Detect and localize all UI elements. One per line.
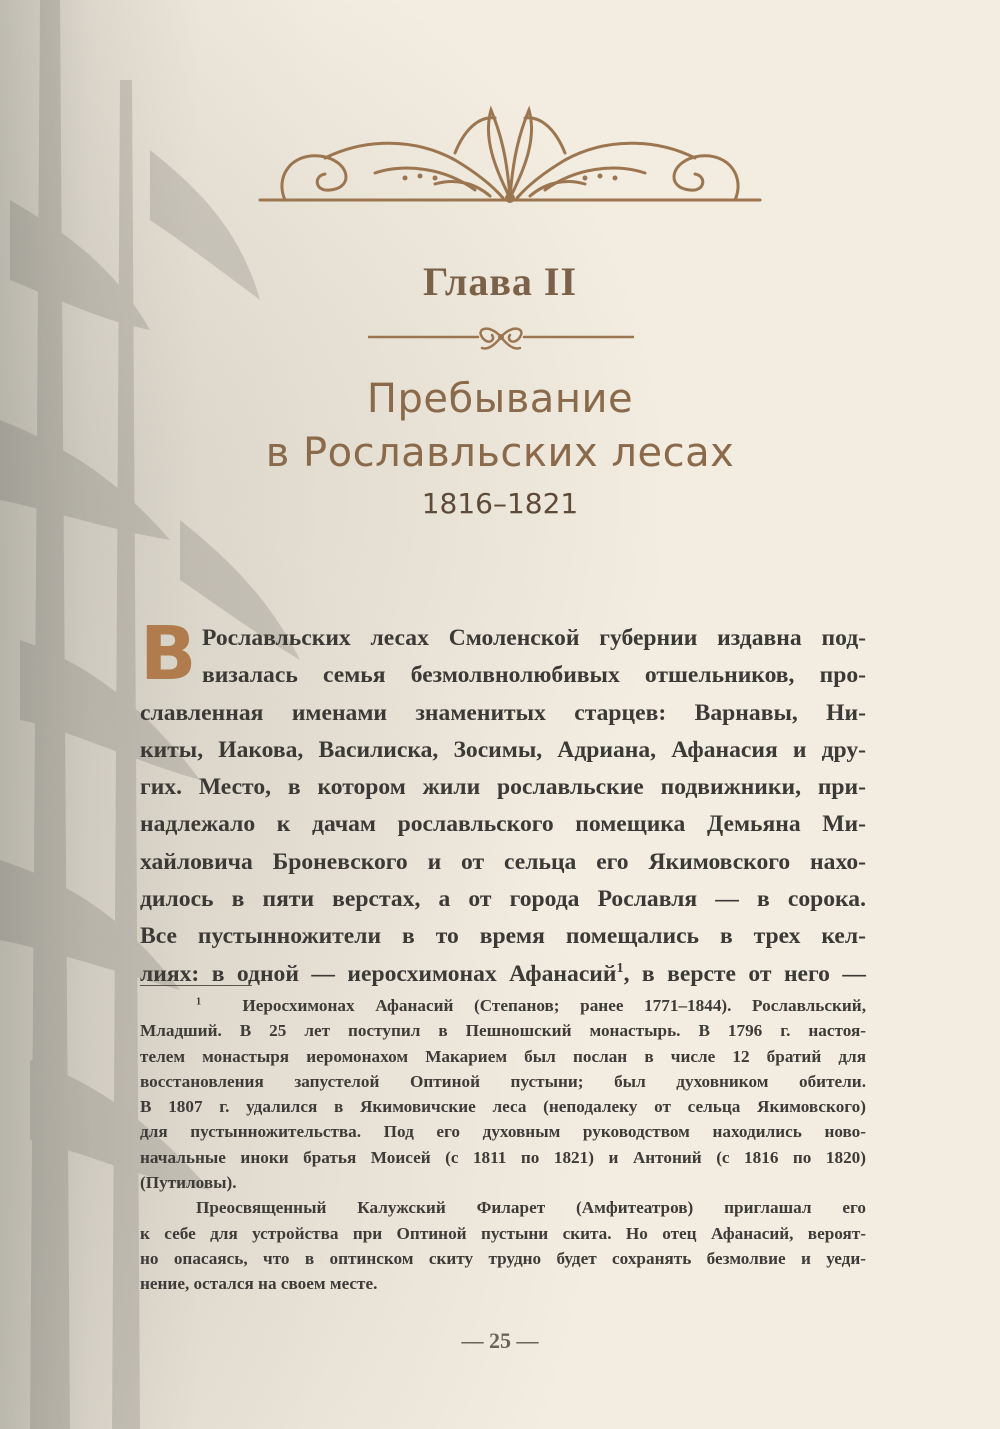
body-line: визалась семья безмолвнолюбивых отшельников, про- [202, 662, 866, 689]
page-number: — 25 — [461, 1328, 539, 1353]
footnote-line [140, 993, 866, 1018]
ornamental-divider [368, 322, 634, 352]
drop-cap: В [140, 611, 197, 697]
body-line-last-start: лиях: в одной — иеросхимонах Афанасий [140, 960, 617, 987]
chapter-title-line-1: Пребывание [366, 376, 634, 422]
footnote-line: нение, остался на своем месте. [140, 1274, 378, 1294]
body-line: дилось в пяти верстах, а от города Рославля — в сорока. [140, 886, 866, 913]
body-line: славленная именами знаменитых старцев: Варнавы, Ни- [140, 699, 866, 726]
chapter-years: 1816–1821 [421, 487, 579, 520]
footnote-line: для пустынножительства. Под его духовным руководством находились ново- [140, 1122, 866, 1142]
body-line-last-end: , в версте от него — [623, 960, 866, 987]
body-text [140, 620, 866, 993]
body-line: гих. Место, в котором жили рославльские подвижники, при- [140, 774, 866, 801]
body-line: киты, Иакова, Василиска, Зосимы, Адриана, Афанасия и дру- [140, 736, 866, 763]
body-line: хайловича Броневского и от сельца его Якимовского нахо- [140, 848, 866, 875]
footnote-line: начальные иноки братья Моисей (с 1811 по 1821) и Антоний (с 1816 по 1820) [140, 1147, 866, 1167]
footnote-line: В 1807 г. удалился в Якимовичские леса (неподалеку от сельца Якимовского) [140, 1097, 866, 1117]
decorative-ornament [255, 98, 765, 206]
footnote-marker: 1 [196, 996, 202, 1008]
footnote-line-text: Иеросхимонах Афанасий (Степанов; ранее 1771–1844). Рославльский, [242, 996, 866, 1015]
footnote-line: к себе для устройства при Оптиной пустыни скита. Но отец Афанасий, вероят- [140, 1223, 866, 1243]
footnote-line: Младший. В 25 лет поступил в Пешношский монастырь. В 1796 г. настоя- [140, 1021, 866, 1041]
footnote-reference: 1 [616, 959, 624, 976]
body-line: Все пустынножители в то время помещались в трех кел- [140, 923, 866, 950]
footnote-separator [140, 985, 252, 986]
footnote-line: восстановления запустелой Оптиной пустыни; был духовником обители. [140, 1071, 866, 1091]
footnote-line: (Путиловы). [140, 1173, 237, 1193]
footnote-line: телем монастыря иеромонахом Макарием был послан в числе 12 братий для [140, 1046, 866, 1066]
chapter-label: Глава II [422, 259, 578, 304]
chapter-title-line-2: в Рославльских лесах [265, 430, 735, 476]
footnote-line: но опасаясь, что в оптинском скиту трудно будет сохранять безмолвие и уеди- [140, 1248, 866, 1268]
body-line-last [140, 956, 866, 993]
body-line: Рославльских лесах Смоленской губернии издавна под- [202, 625, 866, 651]
body-line: надлежало к дачам рославльского помещика Демьяна Ми- [140, 811, 866, 838]
footnote-line: Преосвященный Калужский Филарет (Амфитеатров) приглашал его [196, 1198, 866, 1218]
footnotes [140, 993, 866, 1297]
